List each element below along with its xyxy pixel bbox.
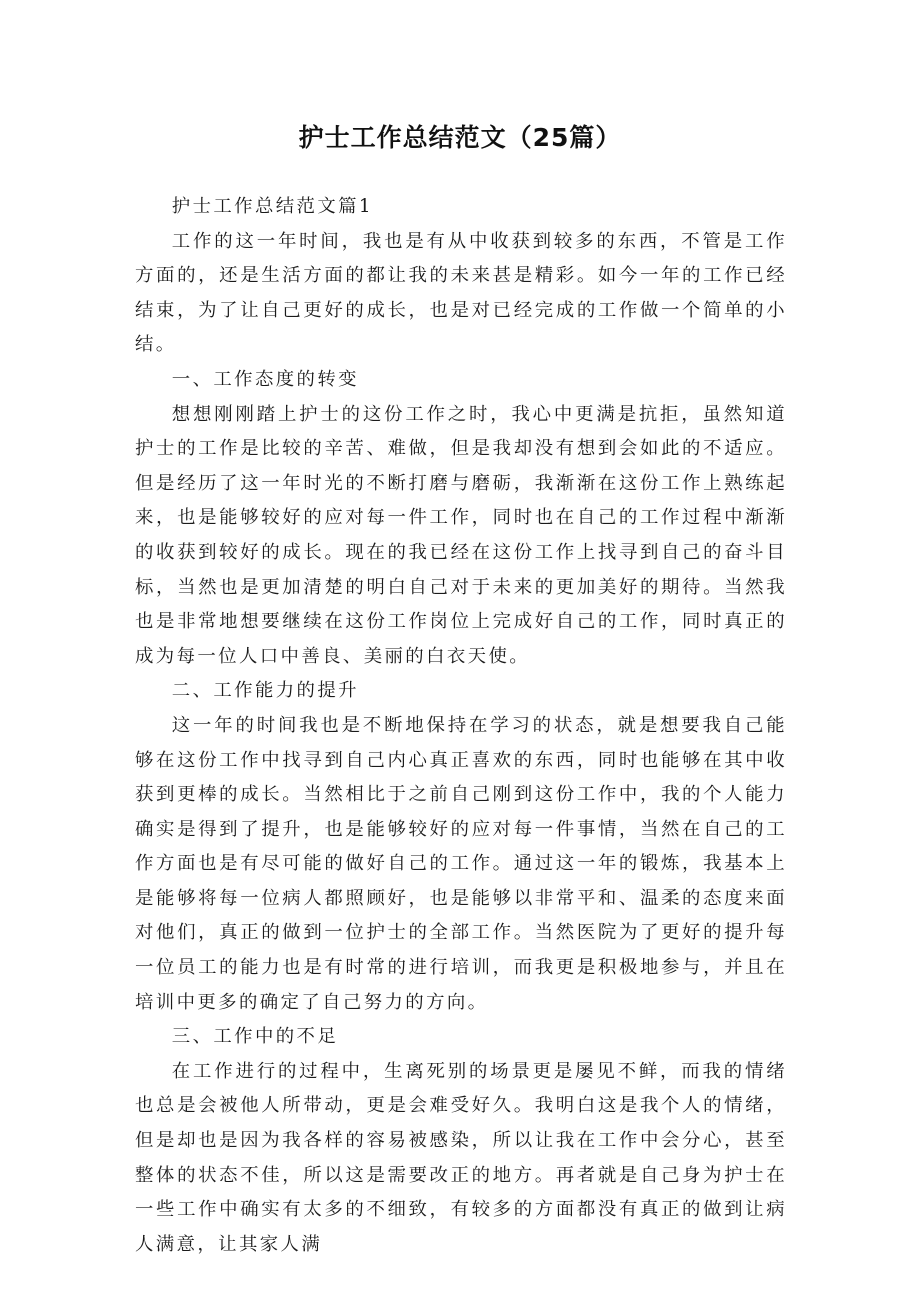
paragraph-intro: 工作的这一年时间，我也是有从中收获到较多的东西，不管是工作方面的，还是生活方面的都让我的未来甚是精彩。如今一年的工作已经结束，为了让自己更好的成长，也是对已经完成的工作做一个简单的小结。 [135,230,787,356]
section-title: 护士工作总结范文篇1 [171,196,374,217]
heading-work-ability: 二、工作能力的提升 [171,680,359,702]
paragraph-work-attitude: 想想刚刚踏上护士的这份工作之时，我心中更满是抗拒，虽然知道护士的工作是比较的辛苦、难做，但是我却没有想到会如此的不适应。但是经历了这一年时光的不断打磨与磨砺，我渐渐在这份工作上熟练起来，也是能够较好的应对每一件工作，同时也在自己的工作过程中渐渐的收获到较好的成长。现在的我已经在这份工作上找寻到自己的奋斗目标，当然也是更加清楚的明白自己对于未来的更加美好的期待。当然我也是非常地想要继续在这份工作岗位上完成好自己的工作，同时真正的成为每一位人口中善良、美丽的白衣天使。 [135,403,787,667]
heading-shortcomings: 三、工作中的不足 [171,1026,339,1048]
paragraph-work-ability: 这一年的时间我也是不断地保持在学习的状态，就是想要我自己能够在这份工作中找寻到自己内心真正喜欢的东西，同时也能够在其中收获到更棒的成长。当然相比于之前自己刚到这份工作中，我的个人能力确实是得到了提升，也是能够较好的应对每一件事情，当然在自己的工作方面也是有尽可能的做好自己的工作。通过这一年的锻炼，我基本上是能够将每一位病人都照顾好，也是能够以非常平和、温柔的态度来面对他们，真正的做到一位护士的全部工作。当然医院为了更好的提升每一位员工的能力也是有时常的进行培训，而我更是积极地参与，并且在培训中更多的确定了自己努力的方向。 [135,714,787,1013]
paragraph-shortcomings: 在工作进行的过程中，生离死别的场景更是屡见不鲜，而我的情绪也总是会被他人所带动，更是会难受好久。我明白这是我个人的情绪，但是却也是因为我各样的容易被感染，所以让我在工作中会分心，甚至整体的状态不佳，所以这是需要改正的地方。再者就是自己身为护士在一些工作中确实有太多的不细致，有较多的方面都没有真正的做到让病人满意，让其家人满 [135,1060,787,1255]
document-body [135,190,787,1262]
document-title: 护士工作总结范文（25篇） [298,123,622,152]
heading-work-attitude: 一、工作态度的转变 [171,368,359,390]
